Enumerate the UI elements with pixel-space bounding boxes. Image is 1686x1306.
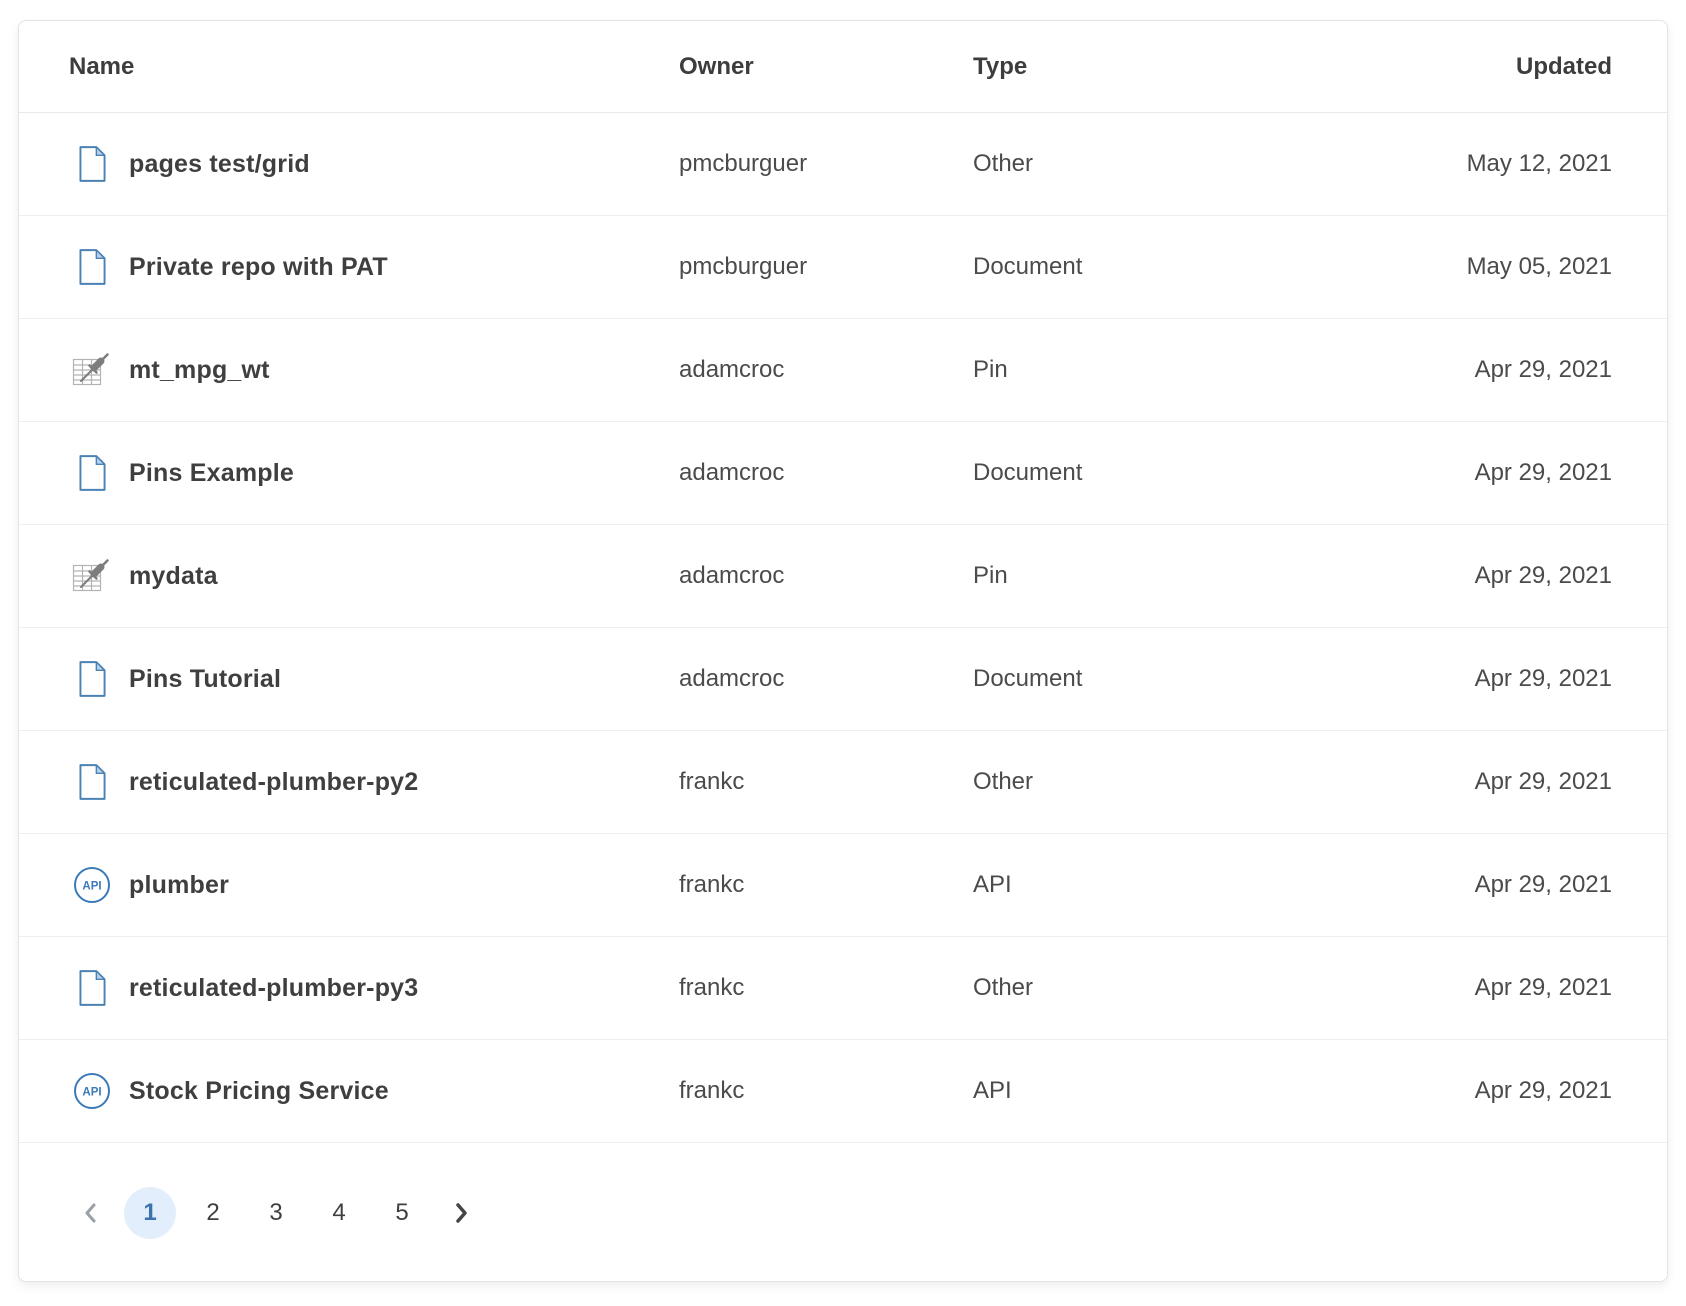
type-cell: Other [973, 974, 1034, 1001]
updated-cell: Apr 29, 2021 [1474, 1077, 1612, 1104]
document-icon [79, 763, 106, 801]
content-name[interactable]: Pins Example [129, 458, 294, 487]
type-cell: API [973, 871, 1012, 898]
table-row[interactable] [19, 731, 1667, 834]
updated-cell: Apr 29, 2021 [1474, 356, 1612, 383]
type-cell: Pin [973, 356, 1008, 383]
document-icon [79, 248, 106, 286]
owner-cell: frankc [679, 768, 745, 795]
updated-cell: Apr 29, 2021 [1474, 768, 1612, 795]
prev-page-button[interactable] [69, 1187, 113, 1239]
type-cell: Pin [973, 562, 1008, 589]
page-list [124, 1187, 428, 1239]
chevron-right-icon [453, 1201, 469, 1225]
document-icon [79, 660, 106, 698]
table-header [19, 21, 1667, 113]
document-icon [79, 454, 106, 492]
updated-cell: Apr 29, 2021 [1474, 665, 1612, 692]
updated-cell: Apr 29, 2021 [1474, 871, 1612, 898]
content-name[interactable]: plumber [129, 870, 230, 899]
table-row[interactable] [19, 422, 1667, 525]
page-button-4[interactable]: 4 [313, 1187, 365, 1239]
api-icon [73, 1072, 111, 1110]
owner-cell: pmcburguer [679, 253, 808, 280]
page-button-5[interactable]: 5 [376, 1187, 428, 1239]
table-row[interactable] [19, 628, 1667, 731]
table-row[interactable] [19, 113, 1667, 216]
page-button-1[interactable]: 1 [124, 1187, 176, 1239]
document-icon [79, 969, 106, 1007]
content-name[interactable]: Stock Pricing Service [129, 1076, 389, 1105]
updated-cell: Apr 29, 2021 [1474, 459, 1612, 486]
table-body [19, 113, 1667, 1143]
table-row[interactable] [19, 319, 1667, 422]
table-row[interactable] [19, 216, 1667, 319]
owner-cell: adamcroc [679, 459, 785, 486]
table-row[interactable] [19, 834, 1667, 937]
content-name[interactable]: Private repo with PAT [129, 252, 388, 281]
content-name[interactable]: mt_mpg_wt [129, 355, 270, 384]
type-cell: API [973, 1077, 1012, 1104]
content-list-card [18, 20, 1668, 1282]
content-name[interactable]: reticulated-plumber-py3 [129, 973, 419, 1002]
owner-cell: frankc [679, 1077, 745, 1104]
updated-cell: Apr 29, 2021 [1474, 974, 1612, 1001]
svg-text:API: API [82, 1086, 102, 1099]
content-name[interactable]: reticulated-plumber-py2 [129, 767, 419, 796]
pin-table-icon [72, 352, 112, 388]
type-cell: Document [973, 459, 1083, 486]
content-name[interactable]: pages test/grid [129, 149, 310, 178]
column-header-updated[interactable]: Updated [1516, 52, 1612, 80]
type-cell: Other [973, 150, 1034, 177]
updated-cell: Apr 29, 2021 [1474, 562, 1612, 589]
column-header-owner[interactable]: Owner [679, 52, 754, 80]
chevron-left-icon [83, 1201, 99, 1225]
updated-cell: May 12, 2021 [1466, 150, 1612, 177]
content-name[interactable]: Pins Tutorial [129, 664, 282, 693]
type-cell: Document [973, 665, 1083, 692]
content-name[interactable]: mydata [129, 561, 218, 590]
svg-text:API: API [82, 880, 102, 893]
next-page-button[interactable] [439, 1187, 483, 1239]
owner-cell: adamcroc [679, 356, 785, 383]
page-button-2[interactable]: 2 [187, 1187, 239, 1239]
type-cell: Other [973, 768, 1034, 795]
owner-cell: adamcroc [679, 562, 785, 589]
pagination [19, 1143, 1667, 1282]
type-cell: Document [973, 253, 1083, 280]
table-row[interactable] [19, 525, 1667, 628]
owner-cell: frankc [679, 871, 745, 898]
owner-cell: pmcburguer [679, 150, 808, 177]
document-icon [79, 145, 106, 183]
column-header-type[interactable]: Type [973, 52, 1028, 80]
owner-cell: adamcroc [679, 665, 785, 692]
table-row[interactable] [19, 1040, 1667, 1143]
table-row[interactable] [19, 937, 1667, 1040]
api-icon [73, 866, 111, 904]
owner-cell: frankc [679, 974, 745, 1001]
pin-table-icon [72, 558, 112, 594]
updated-cell: May 05, 2021 [1466, 253, 1612, 280]
column-header-name[interactable]: Name [69, 52, 135, 80]
page-button-3[interactable]: 3 [250, 1187, 302, 1239]
